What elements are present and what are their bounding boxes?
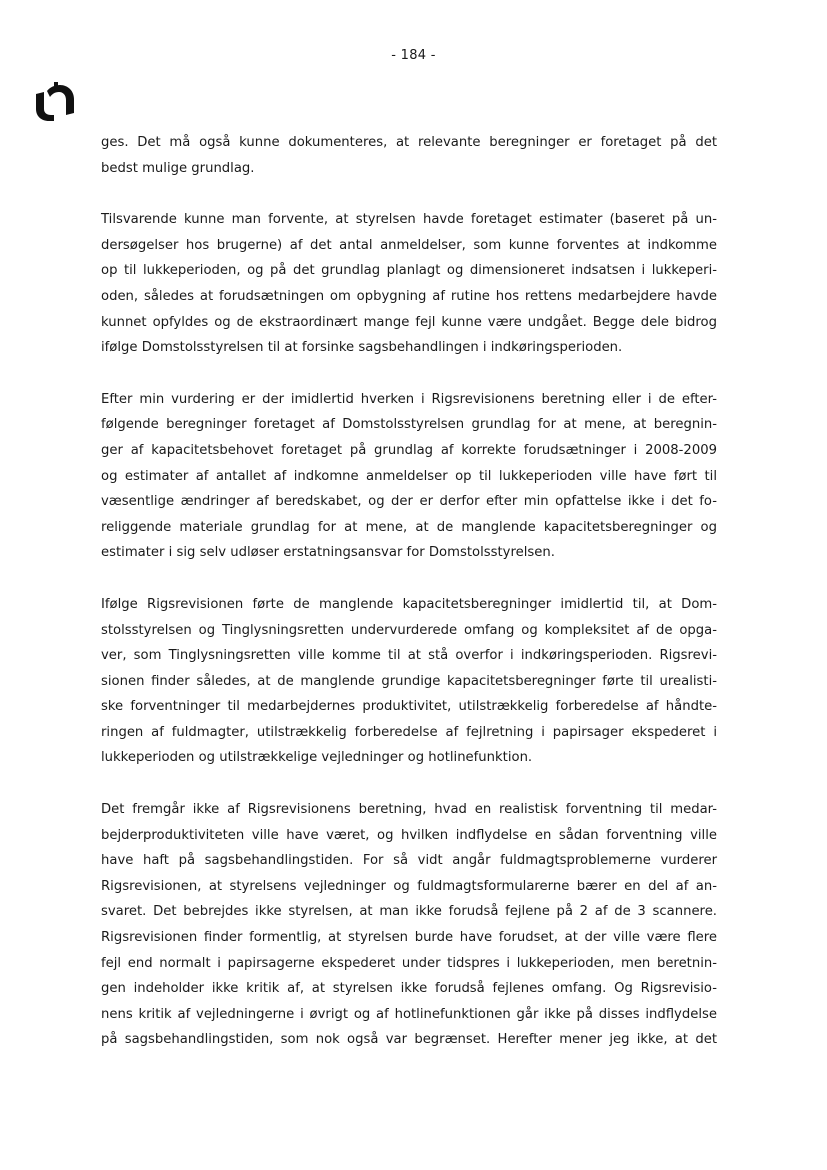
page-number: - 184 -: [391, 48, 436, 63]
text-line: følgende beregninger foretaget af Domstolsstyrelsen grundlag for at mene, at beregnin-: [101, 417, 717, 433]
paragraph-1: [101, 130, 717, 181]
text-line: ver, som Tinglysningsretten ville komme til at stå overfor i indkøringsperioden. Rigsrevi-: [101, 648, 717, 664]
text-line: på sagsbehandlingstiden, som nok også var begrænset. Herefter mener jeg ikke, at det: [101, 1032, 717, 1048]
paragraph-3: [101, 387, 717, 566]
text-line: bejderproduktiviteten ville have været, og hvilken indflydelse en sådan forventning ville: [101, 827, 717, 843]
text-line: Det fremgår ikke af Rigsrevisionens beretning, hvad en realistisk forventning til medar-: [101, 802, 717, 818]
text-line: og estimater af antallet af indkomne anmeldelser op til lukkeperioden ville have ført til: [101, 468, 717, 484]
text-line: ifølge Domstolsstyrelsen til at forsinke sagsbehandlingen i indkøringsperioden.: [101, 340, 623, 356]
text-line: fejl end normalt i papirsagerne ekspederet under tidspres i lukkeperioden, men beretnin-: [101, 955, 717, 971]
text-line: Ifølge Rigsrevisionen førte de manglende kapacitetsberegninger imidlertid til, at Dom-: [101, 596, 717, 612]
publisher-logo-icon: [33, 82, 77, 122]
paragraph-5: [101, 797, 717, 1053]
text-line: sionen finder således, at de manglende grundige kapacitetsberegninger førte til urealisti-: [101, 673, 717, 689]
text-line: religgende materiale grundlag for at mene, at de manglende kapacitetsberegninger og: [101, 519, 717, 535]
text-line: Efter min vurdering er der imidlertid hverken i Rigsrevisionens beretning eller i de efter-: [101, 391, 717, 407]
text-line: svaret. Det bebrejdes ikke styrelsen, at man ikke forudså fejlene på 2 af de 3 scannere.: [101, 904, 717, 920]
text-line: dersøgelser hos brugerne) af det antal anmeldelser, som kunne forventes at indkomme: [101, 237, 717, 253]
body-text: [101, 130, 717, 1079]
text-line: Tilsvarende kunne man forvente, at styrelsen havde foretaget estimater (baseret på un-: [101, 212, 717, 228]
text-line: lukkeperioden og utilstrækkelige vejledninger og hotlinefunktion.: [101, 750, 533, 766]
text-line: kunnet opfyldes og de ekstraordinært mange fejl kunne være undgået. Begge dele bidrog: [101, 314, 717, 330]
text-line: væsentlige ændringer af beredskabet, og der er derfor efter min opfattelse ikke i det fo-: [101, 494, 717, 510]
text-line: Rigsrevisionen finder formentlig, at styrelsen burde have forudset, at der ville være flere: [101, 930, 717, 946]
text-line: have haft på sagsbehandlingstiden. For så vidt angår fuldmagtsproblemerne vurderer: [101, 853, 717, 869]
paragraph-2: [101, 207, 717, 361]
text-line: bedst mulige grundlag.: [101, 160, 255, 176]
text-line: ger af kapacitetsbehovet foretaget på grundlag af korrekte forudsætninger i 2008-2009: [101, 442, 717, 458]
text-line: ske forventninger til medarbejdernes produktivitet, utilstrækkelig forberedelse af håndte-: [101, 699, 717, 715]
text-line: oden, således at forudsætningen om opbygning af rutine hos rettens medarbejdere havde: [101, 288, 717, 304]
text-line: estimater i sig selv udløser erstatningsansvar for Domstolsstyrelsen.: [101, 545, 555, 561]
text-line: Rigsrevisionen, at styrelsens vejledninger og fuldmagtsformularerne bærer en del af an-: [101, 878, 717, 894]
text-line: nens kritik af vejledningerne i øvrigt og af hotlinefunktionen går ikke på disses indflydelse: [101, 1006, 717, 1022]
text-line: ges. Det må også kunne dokumenteres, at relevante beregninger er foretaget på det: [101, 135, 717, 150]
text-line: op til lukkeperioden, og på det grundlag planlagt og dimensioneret indsatsen i lukkeperi-: [101, 263, 717, 279]
paragraph-4: [101, 592, 717, 771]
text-line: ringen af fuldmagter, utilstrækkelig forberedelse af fejlretning i papirsager ekspederet i: [101, 724, 717, 740]
text-line: gen indeholder ikke kritik af, at styrelsen ikke forudså fejlenes omfang. Og Rigsrevisio-: [101, 981, 717, 997]
text-line: stolsstyrelsen og Tinglysningsretten undervurderede omfang og kompleksitet af de opga-: [101, 622, 717, 638]
